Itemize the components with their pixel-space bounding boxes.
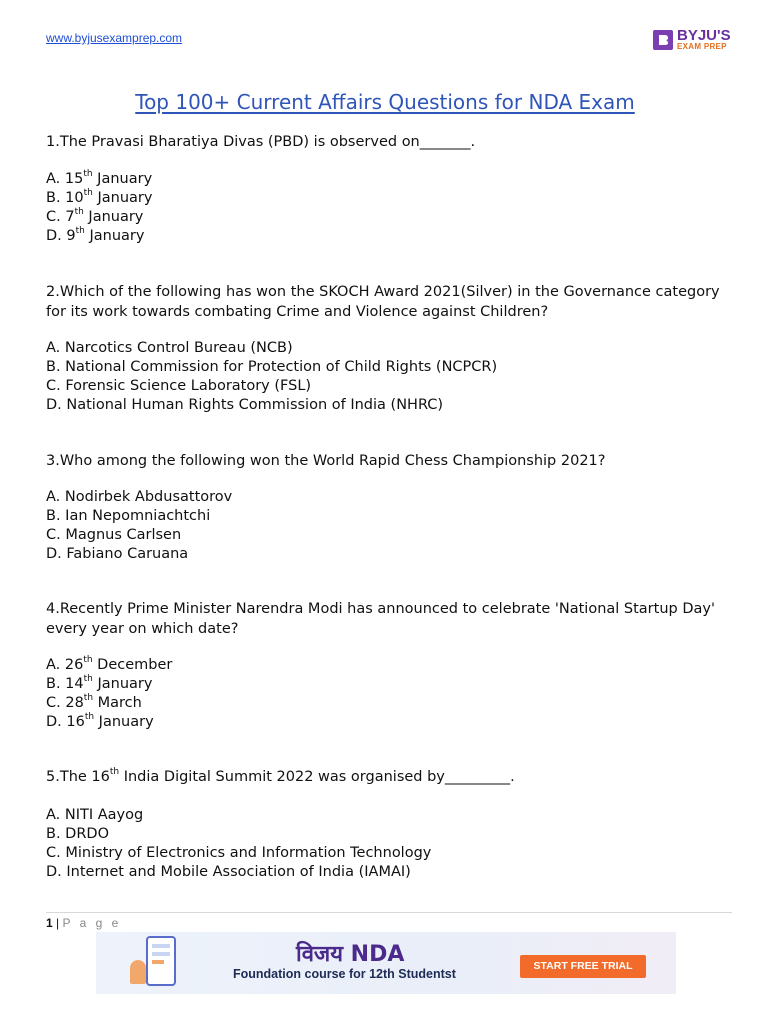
logo-brand: BYJU'S [677,27,731,44]
option: A. 15th January [46,169,153,187]
option: A. Narcotics Control Bureau (NCB) [46,340,293,356]
option: A. NITI Aayog [46,807,144,823]
page-number: 1 | P a g e [46,916,122,930]
option: B. DRDO [46,826,109,842]
byjus-logo-icon [653,30,673,50]
question-4-options [46,656,172,732]
question-1: 1.The Pravasi Bharatiya Divas (PBD) is observed on_______. [46,134,476,150]
question-5-options [46,806,431,882]
option: D. Internet and Mobile Association of India (IAMAI) [46,864,411,880]
option: D. Fabiano Caruana [46,546,189,562]
option: D. 9th January [46,226,145,244]
option: B. National Commission for Protection of Child Rights (NCPCR) [46,359,498,375]
page-title: Top 100+ Current Affairs Questions for NDA Exam [135,90,635,114]
option: B. Ian Nepomniachtchi [46,508,211,524]
option: C. Magnus Carlsen [46,527,182,543]
option: C. Forensic Science Laboratory (FSL) [46,378,312,394]
banner-title: विजय NDA [296,942,405,967]
start-free-trial-button[interactable]: START FREE TRIAL [520,955,646,978]
option: D. 16th January [46,712,154,730]
option: A. 26th December [46,655,173,673]
question-2-options [46,339,497,415]
option: B. 14th January [46,674,153,692]
option: B. 10th January [46,188,153,206]
question-2: 2.Which of the following has won the SKOCH Award 2021(Silver) in the Governance category for its work towards combating Crime and Violence against Children? [46,284,720,320]
footer-divider [46,912,732,913]
question-4: 4.Recently Prime Minister Narendra Modi has announced to celebrate 'National Startup Day' every year on which date? [46,601,715,637]
question-3: 3.Who among the following won the World Rapid Chess Championship 2021? [46,453,606,469]
promo-banner[interactable] [96,932,676,994]
question-5: 5.The 16th India Digital Summit 2022 was organised by_________. [46,767,515,785]
option: C. Ministry of Electronics and Information Technology [46,845,432,861]
option: C. 7th January [46,207,144,225]
question-3-options [46,488,232,564]
option: C. 28th March [46,693,142,711]
phone-illustration-icon [146,936,176,986]
question-1-options [46,170,152,246]
banner-subtitle: Foundation course for 12th Studentst [233,967,456,981]
student-illustration-icon [130,960,146,984]
logo-subbrand: EXAM PREP [677,42,727,51]
option: D. National Human Rights Commission of India (NHRC) [46,397,444,413]
byjus-logo [653,28,731,51]
website-link[interactable]: www.byjusexamprep.com [46,31,183,45]
option: A. Nodirbek Abdusattorov [46,489,233,505]
